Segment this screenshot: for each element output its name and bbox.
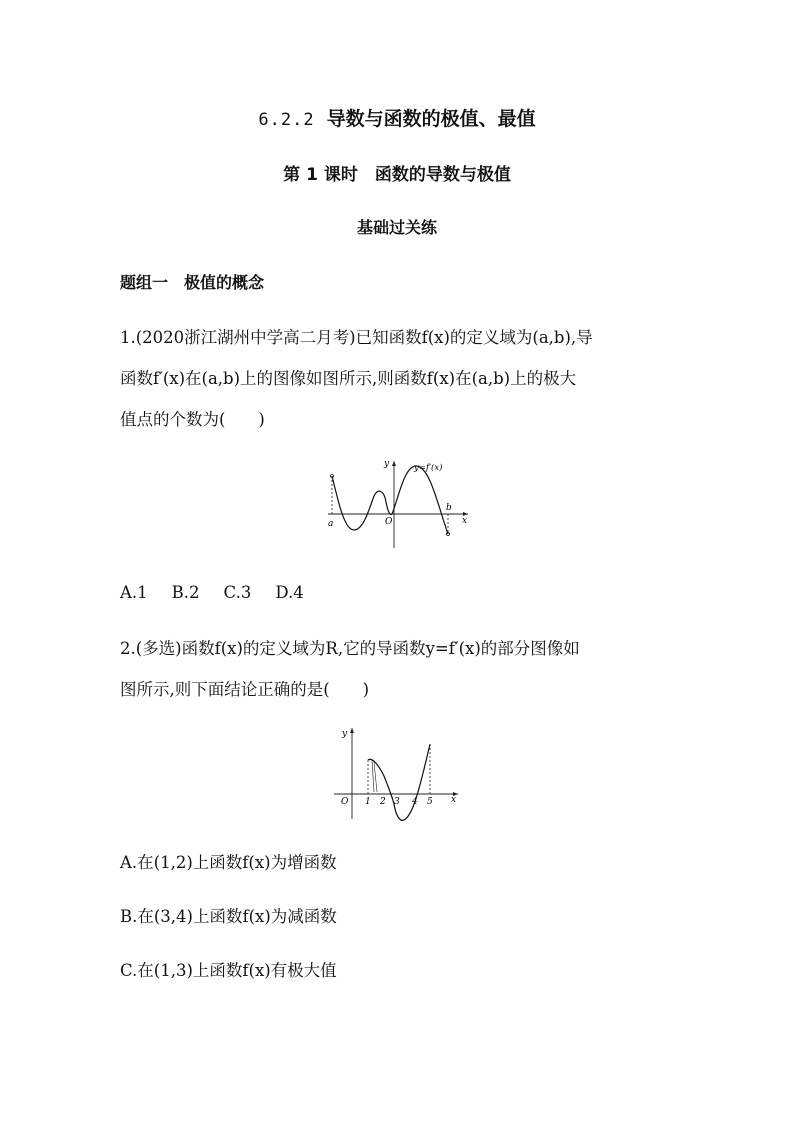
q1-a-label: a [328, 519, 334, 529]
q1-b-label: b [446, 503, 452, 513]
q1-x-label: x [462, 516, 468, 526]
q1-option-b[interactable]: B.2 [171, 583, 200, 602]
group-heading: 题组一 极值的概念 [120, 273, 265, 292]
section-number: 6.2.2 [258, 110, 315, 130]
q2-line-2: 图所示,则下面结论正确的是( ) [120, 680, 370, 699]
q1-option-c[interactable]: C.3 [223, 583, 252, 602]
page-title [0, 104, 794, 131]
q2-x-label: x [451, 795, 457, 805]
derivative-curve [368, 744, 430, 820]
section-title: 导数与函数的极值、最值 [326, 108, 536, 130]
q2-line-1: 2.(多选)函数f(x)的定义域为R,它的导函数y=f′(x)的部分图像如 [120, 639, 580, 658]
q1-options [120, 583, 328, 603]
q2-tick-1: 1 [365, 797, 371, 807]
q1-curve-label: y=f′(x) [414, 463, 443, 473]
q1-option-a[interactable]: A.1 [120, 583, 148, 602]
lesson-subtitle: 第 1 课时 函数的导数与极值 [283, 165, 511, 185]
q2-tick-3: 3 [394, 797, 400, 807]
q2-origin-label: O [341, 797, 349, 807]
q1-line-2: 函数f′(x)在(a,b)上的图像如图所示,则函数f(x)在(a,b)上的极大 [120, 369, 577, 388]
q2-derivative-graph [334, 724, 464, 824]
q2-option-b[interactable]: B.在(3,4)上函数f(x)为减函数 [120, 907, 337, 926]
q1-origin-label: O [385, 517, 393, 527]
q1-y-label: y [384, 459, 390, 469]
q2-tick-5: 5 [427, 797, 433, 807]
y-axis-arrow [392, 461, 396, 466]
q1-derivative-graph [322, 456, 474, 554]
y-axis-arrow [350, 728, 354, 733]
q1-line-1: 1.(2020浙江湖州中学高二月考)已知函数f(x)的定义域为(a,b),导 [120, 328, 593, 347]
q2-option-a[interactable]: A.在(1,2)上函数f(x)为增函数 [120, 853, 337, 872]
q1-line-3: 值点的个数为( ) [120, 410, 265, 429]
q2-y-label: y [342, 729, 348, 739]
q2-tick-4: 4 [412, 797, 418, 807]
q2-option-c[interactable]: C.在(1,3)上函数f(x)有极大值 [120, 961, 337, 980]
q2-tick-2: 2 [380, 797, 386, 807]
section-heading: 基础过关练 [356, 218, 437, 237]
q1-option-d[interactable]: D.4 [275, 583, 304, 602]
